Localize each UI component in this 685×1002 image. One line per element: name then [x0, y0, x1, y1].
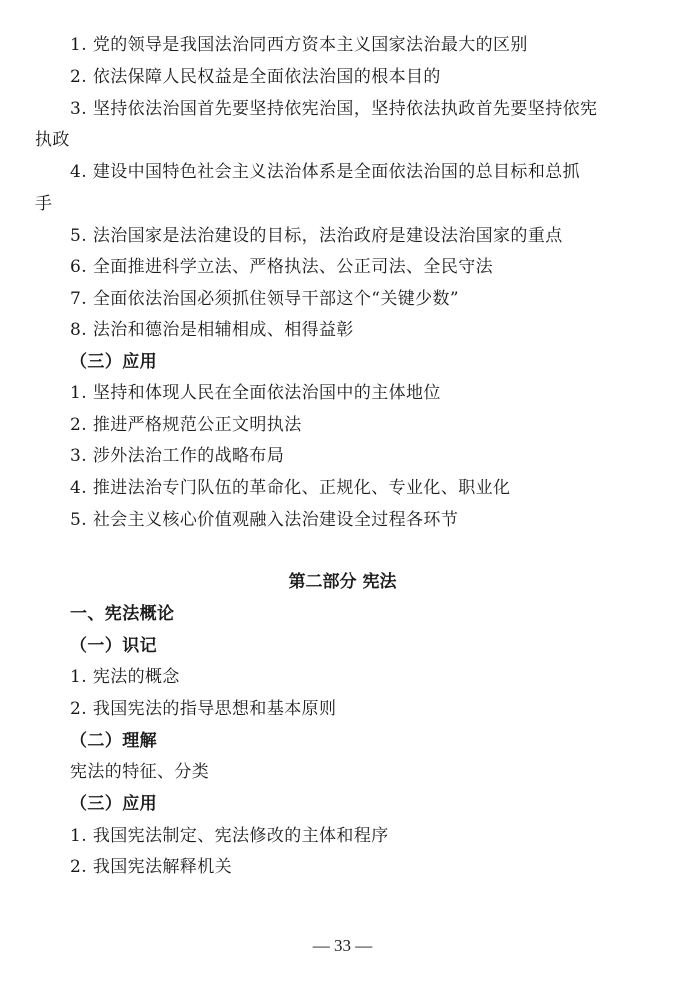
text-line: 1. 坚持和体现人民在全面依法治国中的主体地位	[70, 383, 441, 403]
text-line: 5. 法治国家是法治建设的目标，法治政府是建设法治国家的重点	[70, 226, 563, 246]
text-line: 3. 涉外法治工作的战略布局	[70, 446, 285, 466]
text-line: 手	[35, 194, 53, 214]
text-line: 3. 坚持依法治国首先要坚持依宪治国，坚持依法执政首先要坚持依宪	[70, 99, 598, 119]
subsection-heading: （三）应用	[70, 352, 157, 372]
text-line: 2. 我国宪法解释机关	[70, 857, 233, 877]
text-line: 2. 我国宪法的指导思想和基本原则	[70, 699, 337, 719]
text-line: 2. 推进严格规范公正文明执法	[70, 415, 302, 435]
text-line: 6. 全面推进科学立法、严格执法、公正司法、全民守法	[70, 257, 494, 277]
text-line: 4. 建设中国特色社会主义法治体系是全面依法治国的总目标和总抓	[70, 162, 581, 182]
page-number: — 33 —	[312, 936, 373, 955]
text-line: 8. 法治和德治是相辅相成、相得益彰	[70, 320, 354, 340]
section-heading: 一、宪法概论	[70, 604, 175, 624]
text-line: 1. 党的领导是我国法治同西方资本主义国家法治最大的区别	[70, 35, 528, 55]
text-line: 1. 宪法的概念	[70, 667, 180, 687]
subsection-heading: （二）理解	[70, 731, 157, 751]
text-line: 执政	[35, 130, 70, 150]
part-title: 第二部分 宪法	[288, 572, 397, 592]
text-line: 5. 社会主义核心价值观融入法治建设全过程各环节	[70, 510, 459, 530]
text-line: 宪法的特征、分类	[70, 762, 210, 782]
text-line: 4. 推进法治专门队伍的革命化、正规化、专业化、职业化	[70, 478, 511, 498]
subsection-heading: （一）识记	[70, 636, 157, 656]
text-line: 7. 全面依法治国必须抓住领导干部这个“关键少数”	[70, 289, 460, 309]
text-line: 2. 依法保障人民权益是全面依法治国的根本目的	[70, 67, 441, 87]
text-line: 1. 我国宪法制定、宪法修改的主体和程序	[70, 826, 389, 846]
subsection-heading: （三）应用	[70, 794, 157, 814]
